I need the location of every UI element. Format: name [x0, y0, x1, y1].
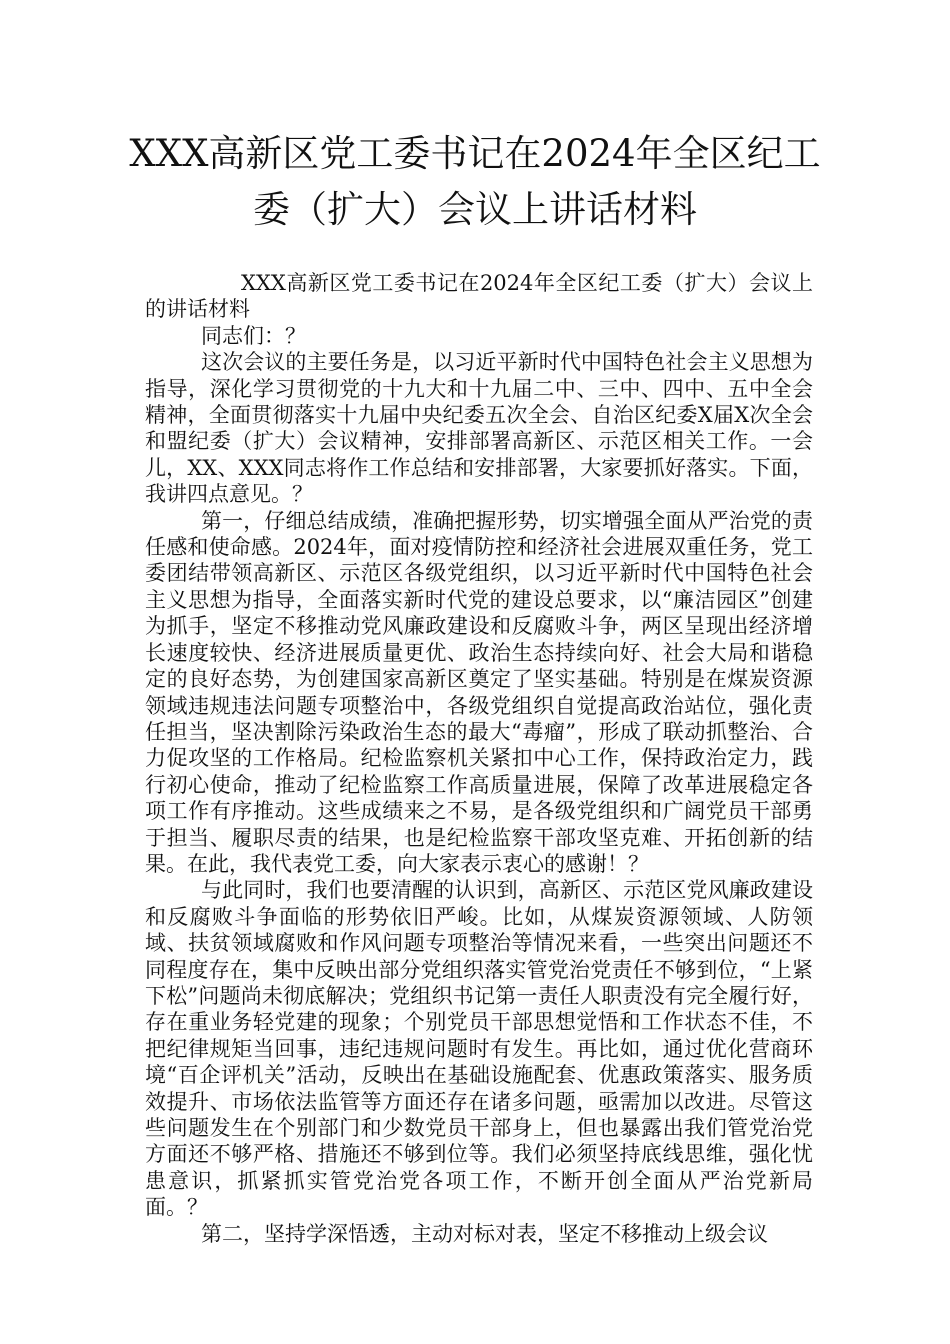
- paragraph-point-one: 第一，仔细总结成绩，准确把握形势，切实增强全面从严治党的责任感和使命感。2024年，面对疫情防控和经济社会进展双重任务，党工委团结带领高新区、示范区各级党组织，以习近平新时代中国特色社会主义思想为指导，全面落实新时代党的建设总要求，以“廉洁园区”创建为抓手，坚定不移推动党风廉政建设和反腐败斗争，两区呈现出经济增长速度较快、经济进展质量更优、政治生态持续向好、社会大局和谐稳定的良好态势，为创建国家高新区奠定了坚实基础。特别是在煤炭资源领域违规违法问题专项整治中，各级党组织自觉提高政治站位，强化责任担当，坚决割除污染政治生态的最大“毒瘤”，形成了联动抓整治、合力促攻坚的工作格局。纪检监察机关紧扣中心工作，保持政治定力，践行初心使命，推动了纪检监察工作高质量进展，保障了改革进展稳定各项工作有序推动。这些成绩来之不易，是各级党组织和广阔党员干部勇于担当、履职尽责的结果，也是纪检监察干部攻坚克难、开拓创新的结果。在此，我代表党工委，向大家表示衷心的感谢！？: [145, 508, 813, 876]
- paragraph-salutation: 同志们：？: [201, 323, 306, 348]
- document-subtitle: XXX高新区党工委书记在2024年全区纪工委（扩大）会议上的讲话材料: [145, 271, 813, 322]
- document-body: [145, 270, 813, 1247]
- paragraph-situation: 与此同时，我们也要清醒的认识到，高新区、示范区党风廉政建设和反腐败斗争面临的形势依旧严峻。比如，从煤炭资源领域、人防领域、扶贫领域腐败和作风问题专项整治等情况来看，一些突出问题还不同程度存在，集中反映出部分党组织落实管党治党责任不够到位，“上紧下松”问题尚未彻底解决；党组织书记第一责任人职责没有完全履行好，存在重业务轻党建的现象；个别党员干部思想觉悟和工作状态不佳，不把纪律规矩当回事，违纪违规问题时有发生。再比如，通过优化营商环境“百企评机关”活动，反映出在基础设施配套、优惠政策落实、服务质效提升、市场依法监管等方面还存在诸多问题，亟需加以改进。尽管这些问题发生在个别部门和少数党员干部身上，但也暴露出我们管党治党方面还不够严格、措施还不够到位等。我们必须坚持底线思维，强化忧患意识，抓紧抓实管党治党各项工作，不断开创全面从严治党新局面。？: [145, 878, 813, 1220]
- paragraph-intro: 这次会议的主要任务是，以习近平新时代中国特色社会主义思想为指导，深化学习贯彻党的十九大和十九届二中、三中、四中、五中全会精神，全面贯彻落实十九届中央纪委五次全会、自治区纪委X届X次全会和盟纪委（扩大）会议精神，安排部署高新区、示范区相关工作。一会儿，XX、XXX同志将作工作总结和安排部署，大家要抓好落实。下面，我讲四点意见。？: [145, 350, 813, 507]
- paragraph-point-two: 第二，坚持学深悟透，主动对标对表，坚定不移推动上级会议: [201, 1221, 768, 1246]
- document-title: XXX高新区党工委书记在2024年全区纪工委（扩大）会议上讲话材料: [129, 132, 821, 231]
